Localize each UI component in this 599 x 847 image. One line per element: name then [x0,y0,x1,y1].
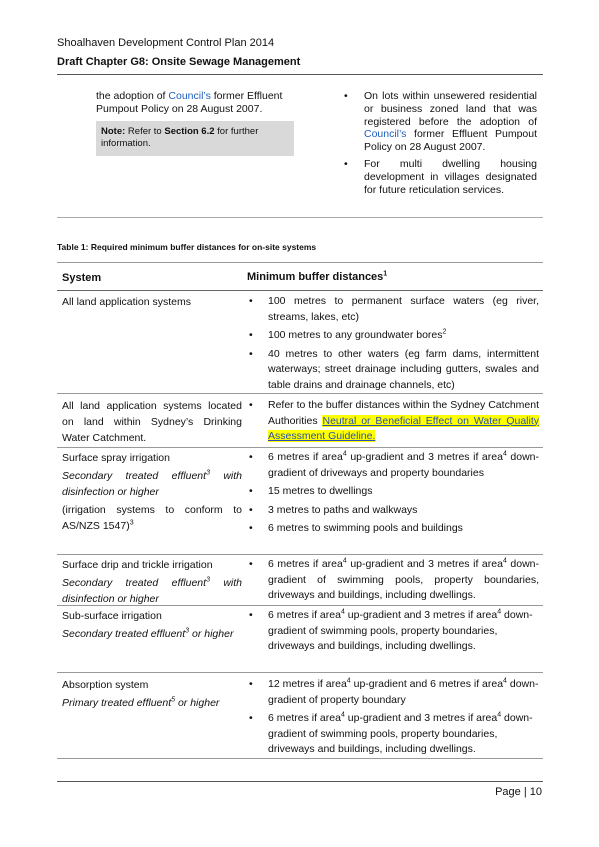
system-cell [62,608,242,644]
system-cell: All land application systems located on land within Sydney’s Drinking Water Catchment. [62,400,242,444]
text-segment: On lots within unsewered residential or business zoned land that was registered before the adoption of [364,90,537,128]
list-item [247,450,539,481]
text-segment: former Effluent Pumpout Policy on 28 August 2007. [96,90,283,115]
text-segment: down-gradient of swimming pools, property boundaries, driveways and buildings, including dwellings. [268,609,533,652]
text-segment: or higher [189,628,234,640]
list-item: • 3 metres to paths and walkways [247,503,539,519]
system-cell [62,677,242,713]
footnote-ref: 4 [340,608,345,616]
footnote-ref: 4 [342,557,347,565]
footnote-ref: 3 [206,469,210,477]
table-row [57,448,543,555]
council-link[interactable]: Council’s [364,128,407,141]
footnote-ref: 4 [497,608,502,616]
list-item: • 15 metres to dwellings [247,484,539,500]
text-segment: up-gradient and 6 metres if area [350,678,504,690]
continued-text [96,90,296,116]
footnote-ref: 1 [383,270,388,278]
list-item [247,328,539,344]
text-segment: up-gradient and 3 metres if area [346,451,503,463]
footnote-ref: 4 [503,677,507,685]
list-item [247,677,539,708]
text-segment: up-gradient and 3 metres if area [344,609,498,621]
guideline-link[interactable]: Neutral or Beneficial Effect on Water Quality Assessment Guideline. [268,414,540,442]
treatment-level [62,695,242,711]
treatment-level [62,626,242,642]
list-item [247,398,539,445]
buffer-cell [247,294,539,396]
note-box [96,121,294,156]
footnote-ref: 2 [442,328,447,336]
text-segment: 6 metres if area [268,609,341,621]
text-segment: Minimum buffer distances [247,271,384,283]
header-divider [57,74,543,75]
system-name: Absorption system [62,679,149,691]
footnote-ref: 4 [497,711,502,719]
text-segment: 6 metres if area [268,712,341,724]
footnote-ref: 5 [171,696,176,704]
chapter-title: Draft Chapter G8: Onsite Sewage Management [57,56,301,68]
list-item [247,557,539,604]
footnote-ref: 4 [502,450,507,458]
section-reference: Section 6.2 [164,126,215,137]
treatment-level [62,575,242,607]
table-row [57,290,543,394]
text-segment: Refer to [125,126,165,137]
list-item [247,608,539,655]
text-segment: (irrigation systems to conform to AS/NZS 1547) [62,504,242,532]
footnote-ref: 4 [502,557,507,565]
text-segment: up-gradient and 3 metres if area [346,558,503,570]
text-segment: up-gradient and 3 metres if area [344,712,498,724]
footnote-ref: 3 [129,519,134,527]
section-divider [57,217,543,218]
list-item [344,90,537,154]
text-segment: with disinfection or higher [62,470,243,498]
text-segment: for further information. [101,126,259,149]
text-segment: the adoption of [96,90,169,102]
column-header-system: System [62,272,102,284]
text-segment: down-gradient of swimming pools, property boundaries, driveways and buildings, including dwellings. [268,558,539,601]
page-number: Page | 10 [495,786,542,798]
system-name: Surface drip and trickle irrigation [62,559,213,571]
footnote-ref: 3 [206,576,210,584]
council-link[interactable]: Council’s [168,90,211,102]
buffer-cell [247,677,539,761]
text-segment: Secondary treated effluent [62,628,186,640]
table-row [57,606,543,673]
buffer-cell [247,450,539,540]
text-segment: Refer to the buffer distances within the Sydney Catchment Authorities [268,399,539,427]
system-cell [62,557,242,609]
table-caption: Table 1: Required minimum buffer distances for on-site systems [57,242,317,252]
text-segment: 6 metres if area [268,558,343,570]
text-segment: former Effluent Pumpout Policy on 28 August 2007. [364,128,537,154]
system-name: Sub-surface irrigation [62,610,162,622]
buffer-cell [247,557,539,607]
text-segment: or higher [175,697,220,709]
text-segment: Primary treated effluent [62,697,172,709]
text-segment: 6 metres if area [268,451,343,463]
footnote-ref: 4 [346,677,351,685]
table-row [57,555,543,606]
list-item: • 40 metres to other waters (eg farm dams, intermittent waterways; street drainage including gutters, swales and table drains and drainage channels, etc) [247,347,539,394]
footer-divider [57,781,543,782]
note-label: Note: [101,126,126,137]
list-item: • 6 metres to swimming pools and buildings [247,521,539,537]
text-segment: Secondary treated effluent [62,577,207,589]
text-segment: Secondary treated effluent [62,470,207,482]
document-title: Shoalhaven Development Control Plan 2014 [57,37,275,49]
text-segment: 100 metres to any groundwater bores [268,329,443,341]
column-header-buffer [247,270,539,286]
system-cell [62,450,242,536]
treatment-level [62,468,242,500]
buffer-cell [247,398,539,448]
text-segment: with disinfection or higher [62,577,243,605]
continued-list [344,90,537,200]
footnote-ref: 3 [185,627,190,635]
list-item: • 100 metres to permanent surface waters (eg river, streams, lakes, etc) [247,294,539,325]
table-row [57,673,543,759]
system-cell: All land application systems [62,296,191,308]
table-row [57,394,543,448]
footnote-ref: 4 [342,450,347,458]
text-segment: down-gradient of swimming pools, property boundaries, driveways and buildings, including dwellings. [268,712,533,755]
text-segment: 12 metres if area [268,678,347,690]
list-item [247,711,539,758]
standard-note [62,502,242,534]
footnote-ref: 4 [340,711,345,719]
system-name: Surface spray irrigation [62,452,170,464]
table-header-row [57,262,543,291]
buffer-cell [247,608,539,658]
text-segment: down-gradient of property boundary [268,678,539,706]
text-segment: down-gradient of driveways and property boundaries [268,451,539,479]
list-item: • For multi dwelling housing development in villages designated for future reticulation services. [344,158,537,196]
